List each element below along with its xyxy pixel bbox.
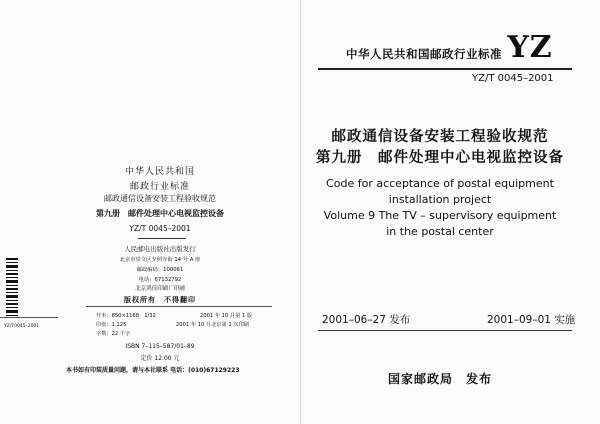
issue-date: 2001–06–27 发布 [322,314,411,326]
title-zh-line-1: 邮政通信设备安装工程验收规范 [331,129,549,145]
spec-printing: 2001 年 10 月北京第 1 次印刷 [176,322,249,328]
back-line-volume: 第九册 邮件处理中心电视监控设备 [96,209,224,218]
standard-logo: YZ [507,30,553,65]
telephone: 电话：67132792 [138,277,182,283]
spec-word-count: 字数：22 千字 [96,331,131,337]
copyright-notice: 版权所有 不得翻印 [124,296,196,304]
spec-sheets: 印张：1.125 [96,322,127,328]
date-rule [318,330,572,331]
publisher: 国家邮政局 发布 [387,372,493,386]
specs-rule [86,306,272,307]
standard-code: YZ/T 0045–2001 [472,73,554,84]
spec-edition: 2001 年 10 月第 1 版 [200,313,253,319]
implementation-date: 2001–09–01 实施 [487,314,576,326]
price: 定价 12.00 元 [140,355,180,362]
title-zh-line-2: 第九册 邮件处理中心电视监控设备 [316,150,564,166]
back-line-country: 中华人民共和国 [124,167,196,177]
title-en-line-1: Code for acceptance of postal equipment [326,177,554,190]
barcode-rule [0,317,58,318]
spec-format: 开本：850×1168 1/32 [96,313,156,319]
isbn: ISBN 7–115–587/01–89 [125,343,195,350]
title-en-line-3: Volume 9 The TV – supervisory equipment [323,209,557,222]
title-en-line-4: in the postal center [386,225,494,238]
publisher-address: 北京市崇文区夕照寺街 14 号 A 座 [119,257,201,263]
postcode: 邮政编码：100061 [136,267,184,273]
publishing-house: 人民邮电出版社出版发行 [124,245,196,253]
barcode-icon [6,258,18,318]
standard-category: 中华人民共和国邮政行业标准 [346,47,502,61]
back-line-category: 邮政行业标准 [129,182,191,192]
page-fold-divider [300,0,301,424]
quality-note: 本书如有印装质量问题，请与本社联系 电话：(010)67129223 [66,367,240,374]
back-line-code: YZ/T 0045–2001 [129,224,191,233]
header-rule [318,68,572,70]
barcode-number: YZ/T0045–2001 [4,324,40,329]
printer: 北京鸿佳印刷厂印刷 [135,286,185,292]
back-line-title: 邮政通信设备安装工程验收规范 [104,194,216,203]
title-en-line-2: installation project [388,193,492,206]
back-short-rule [138,238,186,239]
